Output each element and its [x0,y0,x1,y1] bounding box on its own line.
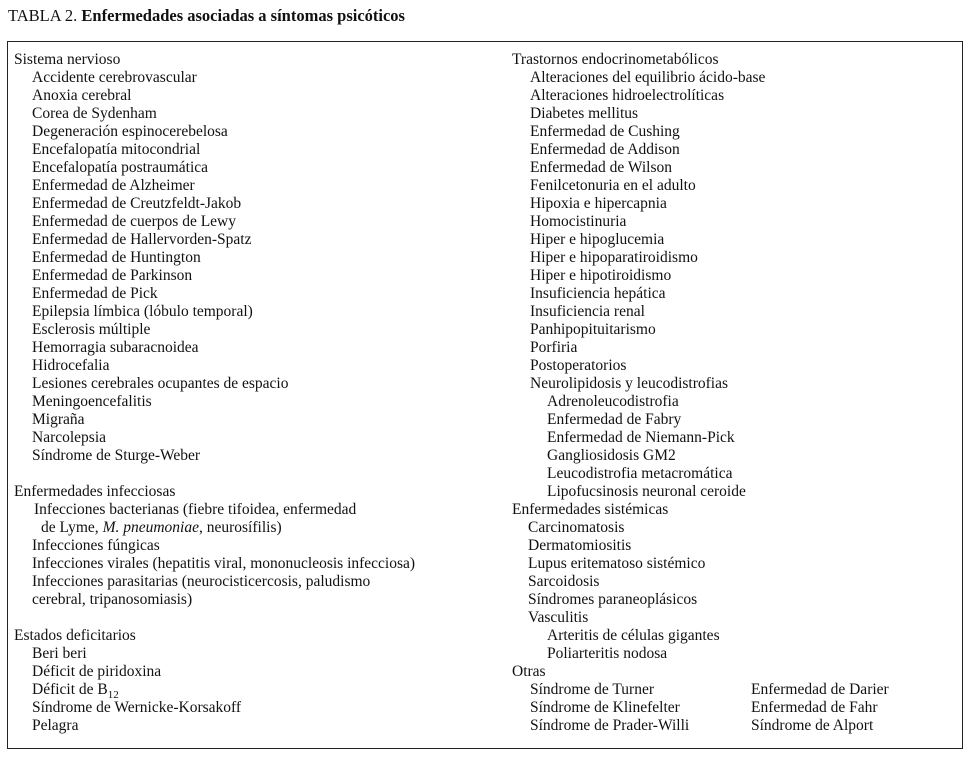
list-item-continuation [14,519,504,537]
list-item: Dermatomiositis [528,537,632,554]
list-item: Síndrome de Sturge-Weber [32,447,201,464]
sub-list-item: Poliarteritis nodosa [547,645,668,662]
list-item: Enfermedad de Alzheimer [32,177,195,194]
list-item: Esclerosis múltiple [32,321,151,338]
sub-list-item: Enfermedad de Fabry [547,411,682,428]
list-item: Degeneración espinocerebelosa [32,123,228,140]
spacer [14,609,504,627]
list-item: Beri beri [32,645,87,662]
list-item: Accidente cerebrovascular [32,69,197,86]
list-item: Síndrome de Klinefelter [530,699,680,716]
list-item: Insuficiencia hepática [530,285,666,302]
list-item: Enfermedad de cuerpos de Lewy [32,213,236,230]
list-item [14,681,504,699]
list-item: Hemorragia subaracnoidea [32,339,199,356]
list-item: Sarcoidosis [528,573,600,590]
table-number: TABLA 2. [8,6,78,25]
left-column [14,51,504,735]
list-item: Lesiones cerebrales ocupantes de espacio [32,375,289,392]
list-item: Meningoencefalitis [32,393,152,410]
list-item: Enfermedad de Hallervorden-Spatz [32,231,252,248]
list-item: Vasculitis [528,609,589,626]
list-item: Infecciones bacterianas (fiebre tifoidea, enfermedad [34,501,357,518]
list-item: Encefalopatía mitocondrial [32,141,201,158]
section-heading: Estados deficitarios [14,627,136,644]
list-item: Diabetes mellitus [530,105,639,122]
text-run: Déficit de B [32,681,108,698]
list-item: Síndrome de Alport [751,717,874,734]
table-frame [7,41,963,749]
list-item: Síndrome de Prader-Willi [530,717,690,734]
list-item: Enfermedad de Cushing [530,123,680,140]
list-item: Epilepsia límbica (lóbulo temporal) [32,303,253,320]
otras-row [512,699,962,717]
list-item: Lupus eritematoso sistémico [528,555,706,572]
sub-list-item: Arteritis de células gigantes [547,627,720,644]
subscript: 12 [107,689,119,701]
list-item: Infecciones fúngicas [32,537,160,554]
list-item: Carcinomatosis [528,519,625,536]
sub-list-item: Lipofucsinosis neuronal ceroide [547,483,746,500]
section-heading: Enfermedades infecciosas [14,483,176,500]
list-item: Síndrome de Turner [530,681,654,698]
list-item: Panhipopituitarismo [530,321,656,338]
list-item: Enfermedad de Wilson [530,159,672,176]
list-item: Hidrocefalia [32,357,110,374]
list-item: Postoperatorios [530,357,627,374]
list-item: Homocistinuria [530,213,627,230]
list-item-continuation: cerebral, tripanosomiasis) [32,591,193,608]
list-item: Hiper e hipotiroidismo [530,267,672,284]
section-heading: Otras [512,663,546,680]
section-heading: Sistema nervioso [14,51,121,68]
sub-list-item: Enfermedad de Niemann-Pick [547,429,735,446]
list-item: Enfermedad de Fahr [751,699,878,716]
list-item: Narcolepsia [32,429,107,446]
list-item: Insuficiencia renal [530,303,645,320]
list-item: Enfermedad de Addison [530,141,680,158]
list-item: Anoxia cerebral [32,87,132,104]
section-heading: Trastornos endocrinometabólicos [512,51,719,68]
list-item: Fenilcetonuria en el adulto [530,177,696,194]
list-item: Alteraciones del equilibrio ácido-base [530,69,766,86]
list-item: Alteraciones hidroelectrolíticas [530,87,725,104]
list-item: Déficit de piridoxina [32,663,162,680]
list-item: Enfermedad de Parkinson [32,267,193,284]
list-item: Enfermedad de Creutzfeldt-Jakob [32,195,242,212]
text-run: de Lyme, [41,519,103,536]
list-item: Porfiria [530,339,578,356]
list-item: Pelagra [32,717,79,734]
list-item: Síndrome de Wernicke-Korsakoff [32,699,242,716]
list-item: Encefalopatía postraumática [32,159,209,176]
list-item: Corea de Sydenham [32,105,157,122]
text-run: , neurosífilis) [198,519,282,536]
right-column [512,51,962,735]
sistema-nervioso-list [14,69,504,465]
list-item: Migraña [32,411,85,428]
table-caption [8,6,405,26]
spacer [14,465,504,483]
otras-row [512,681,962,699]
list-item: Hiper e hipoglucemia [530,231,665,248]
sub-list-item: Adrenoleucodistrofia [547,393,679,410]
section-heading: Enfermedades sistémicas [512,501,669,518]
list-item: Hiper e hipoparatiroidismo [530,249,698,266]
list-item: Enfermedad de Huntington [32,249,201,266]
italic-term: M. pneumoniae [102,519,199,536]
otras-row [512,717,962,735]
list-item: Infecciones parasitarias (neurocisticercosis, paludismo [32,573,371,590]
table-title: Enfermedades asociadas a síntomas psicóticos [81,6,405,25]
list-item: Enfermedad de Pick [32,285,158,302]
sub-list-item: Leucodistrofia metacromática [547,465,733,482]
list-item: Hipoxia e hipercapnia [530,195,667,212]
sub-list-item: Gangliosidosis GM2 [547,447,676,464]
list-item: Infecciones virales (hepatitis viral, mononucleosis infecciosa) [32,555,416,572]
list-item: Síndromes paraneoplásicos [528,591,698,608]
list-item: Enfermedad de Darier [751,681,889,698]
list-item: Neurolipidosis y leucodistrofias [530,375,729,392]
